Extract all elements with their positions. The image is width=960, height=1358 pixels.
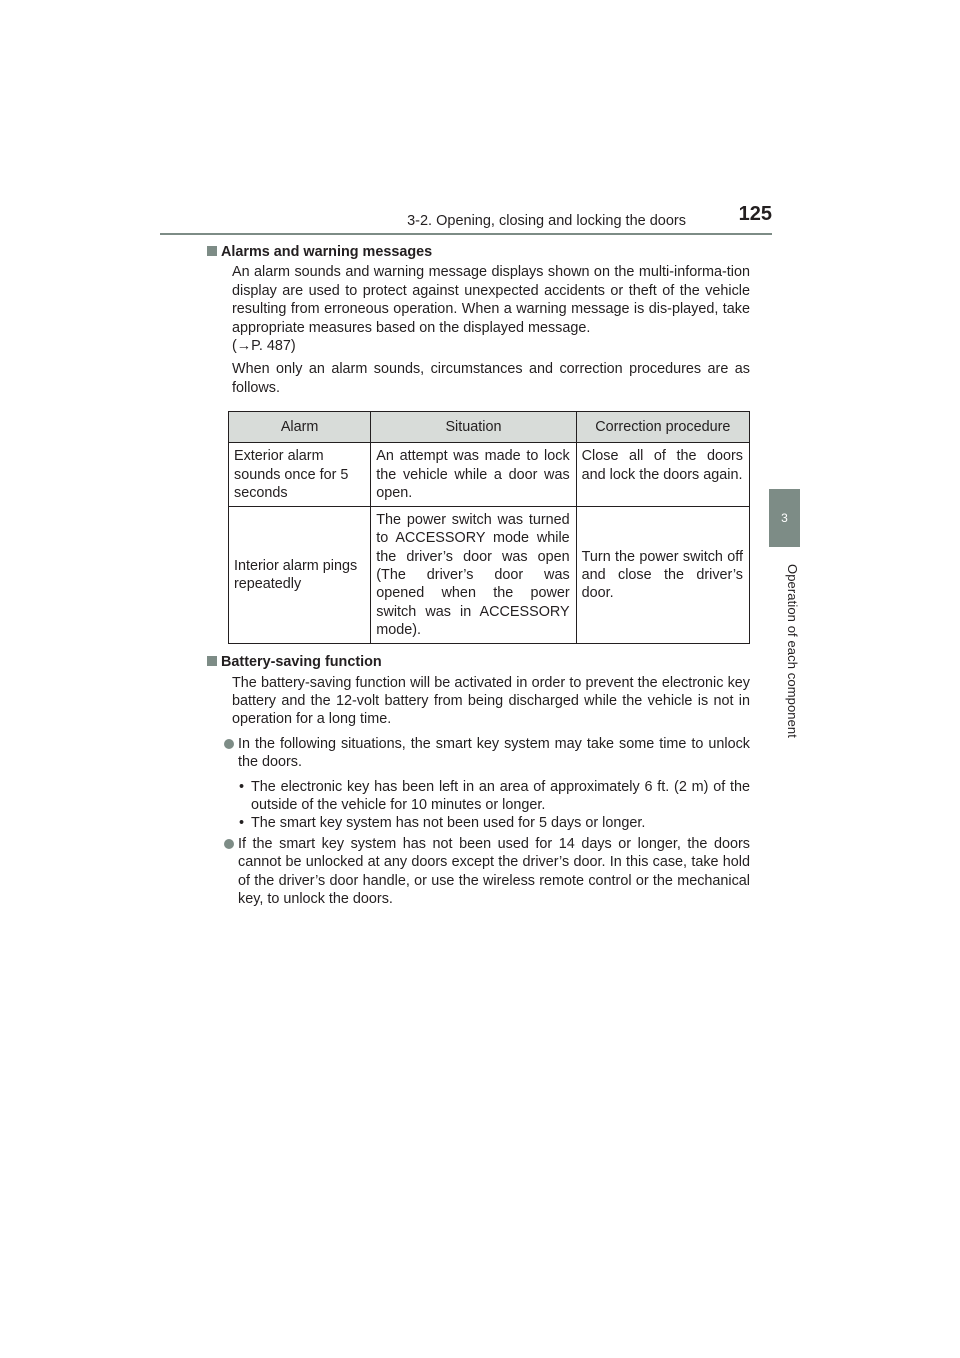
sub-list-item: • The smart key system has not been used for 5 days or longer.: [239, 815, 646, 832]
dot-bullet-icon: •: [239, 778, 245, 795]
page-reference-link[interactable]: (→P. 487): [232, 338, 296, 355]
table-header-row: [229, 412, 750, 443]
column-header: Alarm: [229, 412, 371, 443]
square-bullet-icon: [207, 656, 217, 666]
alarm-cell: Interior alarm pings repeatedly: [229, 507, 371, 644]
page-header: [160, 203, 772, 235]
situation-cell: An attempt was made to lock the vehicle while a door was open.: [371, 443, 576, 507]
list-item: In the following situations, the smart key system may take some time to unlock the doors.: [220, 735, 750, 772]
correction-cell: Turn the power switch off and close the driver’s door.: [576, 507, 749, 644]
section-title: 3-2. Opening, closing and locking the doors: [407, 213, 686, 229]
battery-heading: Battery-saving function: [214, 653, 744, 671]
correction-cell: Close all of the doors and lock the doors again.: [576, 443, 749, 507]
situation-cell: The power switch was turned to ACCESSORY mode while the driver’s door was open (The driver’s door was opened when the power switch was in ACCESSORY mode).: [371, 507, 576, 644]
table-row: [229, 443, 750, 507]
sub-list-item: • The electronic key has been left in an area of approximately 6 ft. (2 m) of the outside of the vehicle for 10 minutes or longer.: [239, 778, 750, 814]
alarms-heading: Alarms and warning messages: [214, 243, 744, 261]
list-item: If the smart key system has not been used for 14 days or longer, the doors cannot be unlocked at any doors except the driver’s door. In this case, take hold of the driver’s door handle, or use the wireless remote control or the mechanical key, to unlock the doors.: [220, 835, 750, 909]
column-header: Correction procedure: [576, 412, 749, 443]
chapter-tab[interactable]: 3: [769, 489, 800, 547]
dot-bullet-icon: •: [239, 815, 245, 832]
alarm-table: [228, 411, 750, 644]
page-content: [220, 243, 750, 909]
alarms-paragraph: An alarm sounds and warning message displays shown on the multi-informa-tion display are used to protect against unexpected accidents or theft of the vehicle resulting from erroneous operation. When a warning message is dis-played, take appropriate measures based on the displayed message.: [232, 264, 750, 336]
alarms-paragraph-2: When only an alarm sounds, circumstances and correction procedures are as follows.: [232, 361, 750, 396]
circle-bullet-icon: [224, 839, 234, 849]
table-row: [229, 507, 750, 644]
column-header: Situation: [371, 412, 576, 443]
square-bullet-icon: [207, 246, 217, 256]
page-number: 125: [738, 203, 772, 225]
chapter-title: Operation of each component: [785, 563, 800, 738]
battery-paragraph: The battery-saving function will be activated in order to prevent the electronic key battery and the 12-volt battery from being discharged while the vehicle is not in operation for a long time.: [232, 674, 750, 728]
circle-bullet-icon: [224, 739, 234, 749]
alarm-cell: Exterior alarm sounds once for 5 seconds: [229, 443, 371, 507]
